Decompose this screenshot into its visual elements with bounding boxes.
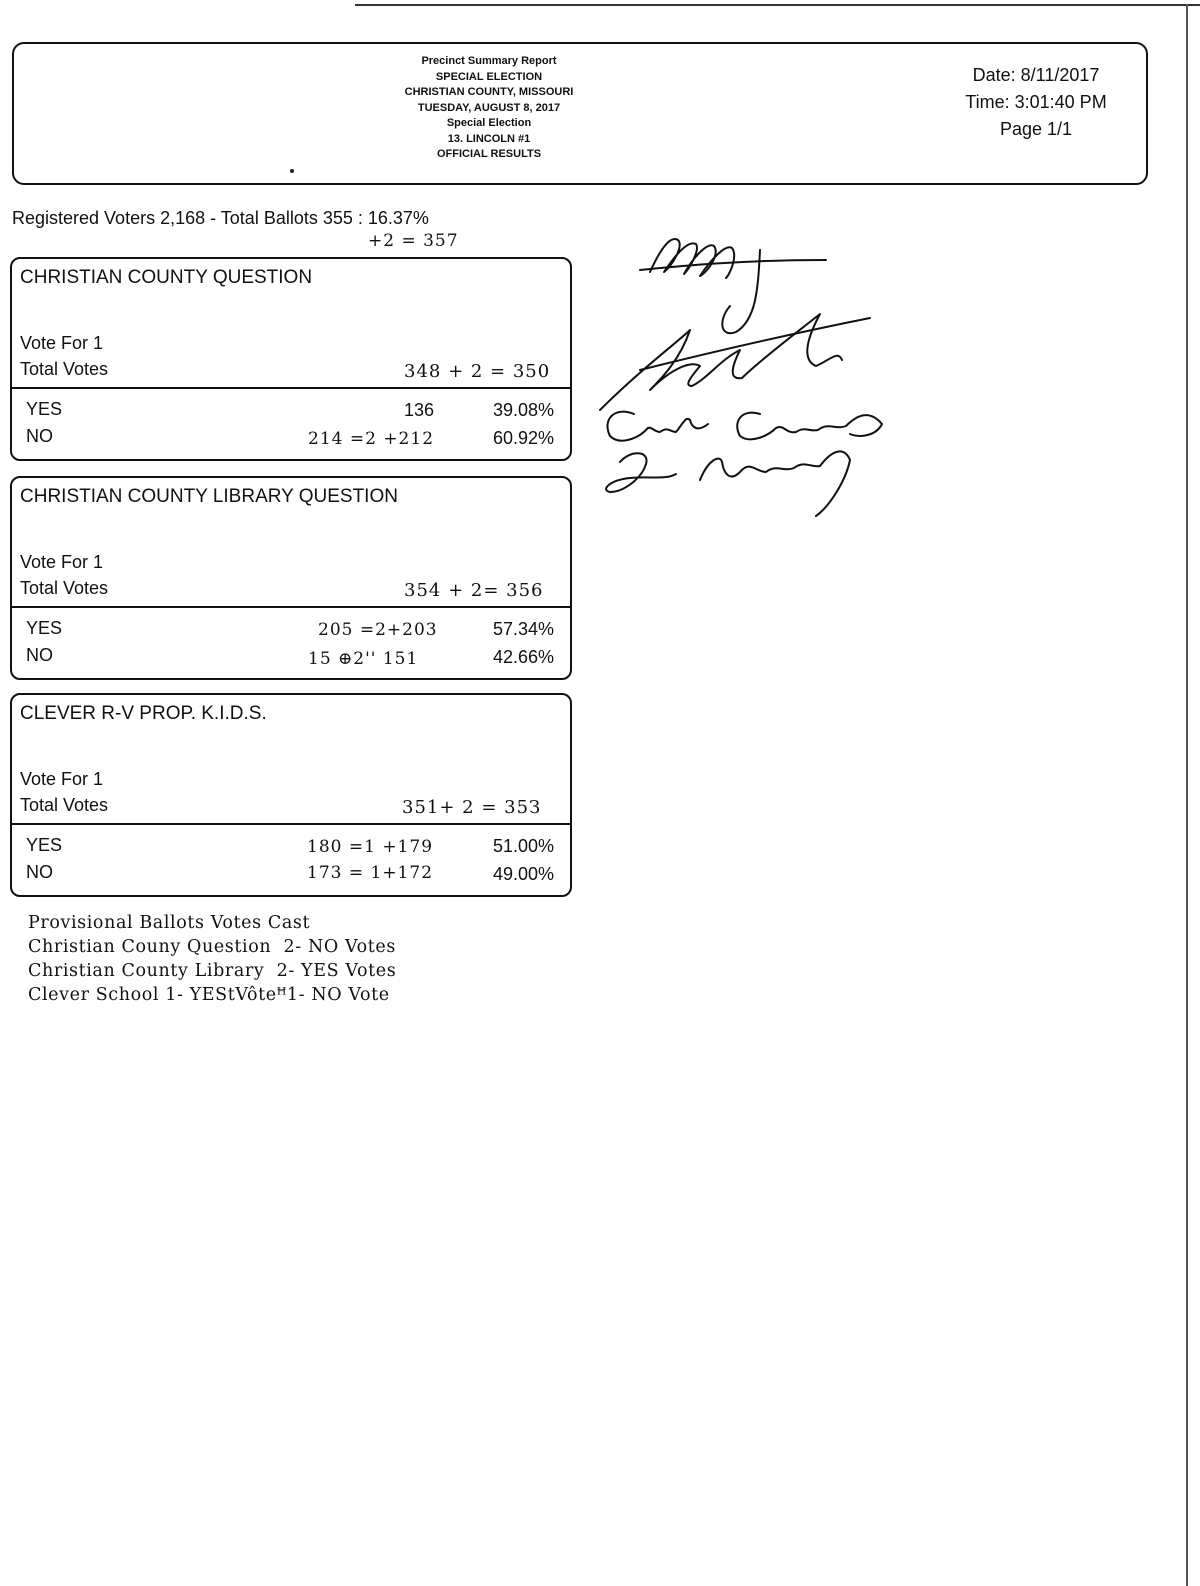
title-line: TUESDAY, AUGUST 8, 2017 [417,101,561,114]
yes-percent: 39.08% [492,400,554,420]
no-percent: 42.66% [492,647,554,667]
vote-for-label: Vote For 1 [20,333,104,353]
contest-box [10,693,572,897]
report-date: Date: 8/11/2017 [972,65,1100,85]
no-votes: 214 =2 +212 [308,429,435,449]
report-time: Time: 3:01:40 PM [965,92,1107,112]
report-header [12,42,1148,185]
total-votes-value: 354 + 2= 356 [404,580,544,601]
total-votes-label: Total Votes [20,578,109,598]
no-label: NO [26,862,53,882]
divider [12,823,570,825]
yes-label: YES [26,618,63,638]
title-line: Precinct Summary Report [421,55,557,67]
speck [290,169,294,173]
provisional-line: Provisional Ballots Votes Cast [28,913,311,933]
provisional-line: Christian County Library 2- YES Votes [28,961,397,981]
signature-4 [606,451,850,516]
title-line: Special Election [446,117,532,129]
yes-label: YES [26,835,63,855]
title-line: SPECIAL ELECTION [435,70,543,83]
total-votes-label: Total Votes [20,359,109,379]
total-votes-value: 348 + 2 = 350 [404,361,551,382]
signature-1 [640,239,826,333]
provisional-ballots-note [28,911,396,1007]
handwritten-ballot-adjustment: +2 = 357 [368,231,459,251]
report-title-block [344,54,634,163]
yes-label: YES [26,399,63,419]
contest-box [10,476,572,680]
no-percent: 49.00% [492,864,554,884]
title-line: CHRISTIAN COUNTY, MISSOURI [404,86,574,98]
contest-title: CHRISTIAN COUNTY LIBRARY QUESTION [20,486,398,507]
right-edge-line [1186,4,1188,1586]
report-meta [936,62,1136,143]
no-label: NO [26,426,53,446]
yes-votes: 180 =1 +179 [307,837,434,857]
signature-2 [600,314,870,410]
total-votes-label: Total Votes [20,795,109,815]
registered-voters-summary: Registered Voters 2,168 - Total Ballots 355 : 16.37% [12,208,429,228]
title-line: 13. LINCOLN #1 [447,132,531,145]
no-percent: 60.92% [492,428,554,448]
yes-votes: 205 =2+203 [318,620,438,640]
official-signatures [580,210,900,530]
total-votes-value: 351+ 2 = 35З [402,797,542,818]
contest-title: CLEVER R-V PROP. K.I.D.S. [20,703,267,724]
top-edge-line [355,4,1200,6]
contest-box [10,257,572,461]
title-line: OFFICIAL RESULTS [436,148,542,160]
provisional-line: Christian Couny Question 2- NO Votes [28,937,396,957]
page-number: Page 1/1 [999,119,1073,139]
no-votes: 173 = 1+172 [307,863,434,883]
vote-for-label: Vote For 1 [20,552,104,572]
yes-percent: 57.34% [492,619,554,639]
yes-percent: 51.00% [492,836,554,856]
vote-for-label: Vote For 1 [20,769,104,789]
contest-title: CHRISTIAN COUNTY QUESTION [20,267,313,288]
signature-3 [607,412,882,441]
divider [12,606,570,608]
yes-votes: 136 [404,400,435,420]
no-votes: 15 ⊕2'' 151 [308,649,419,669]
divider [12,387,570,389]
provisional-line: Clever School 1- YEStVôteꟸ1- NO Vote [28,985,390,1005]
no-label: NO [26,645,53,665]
